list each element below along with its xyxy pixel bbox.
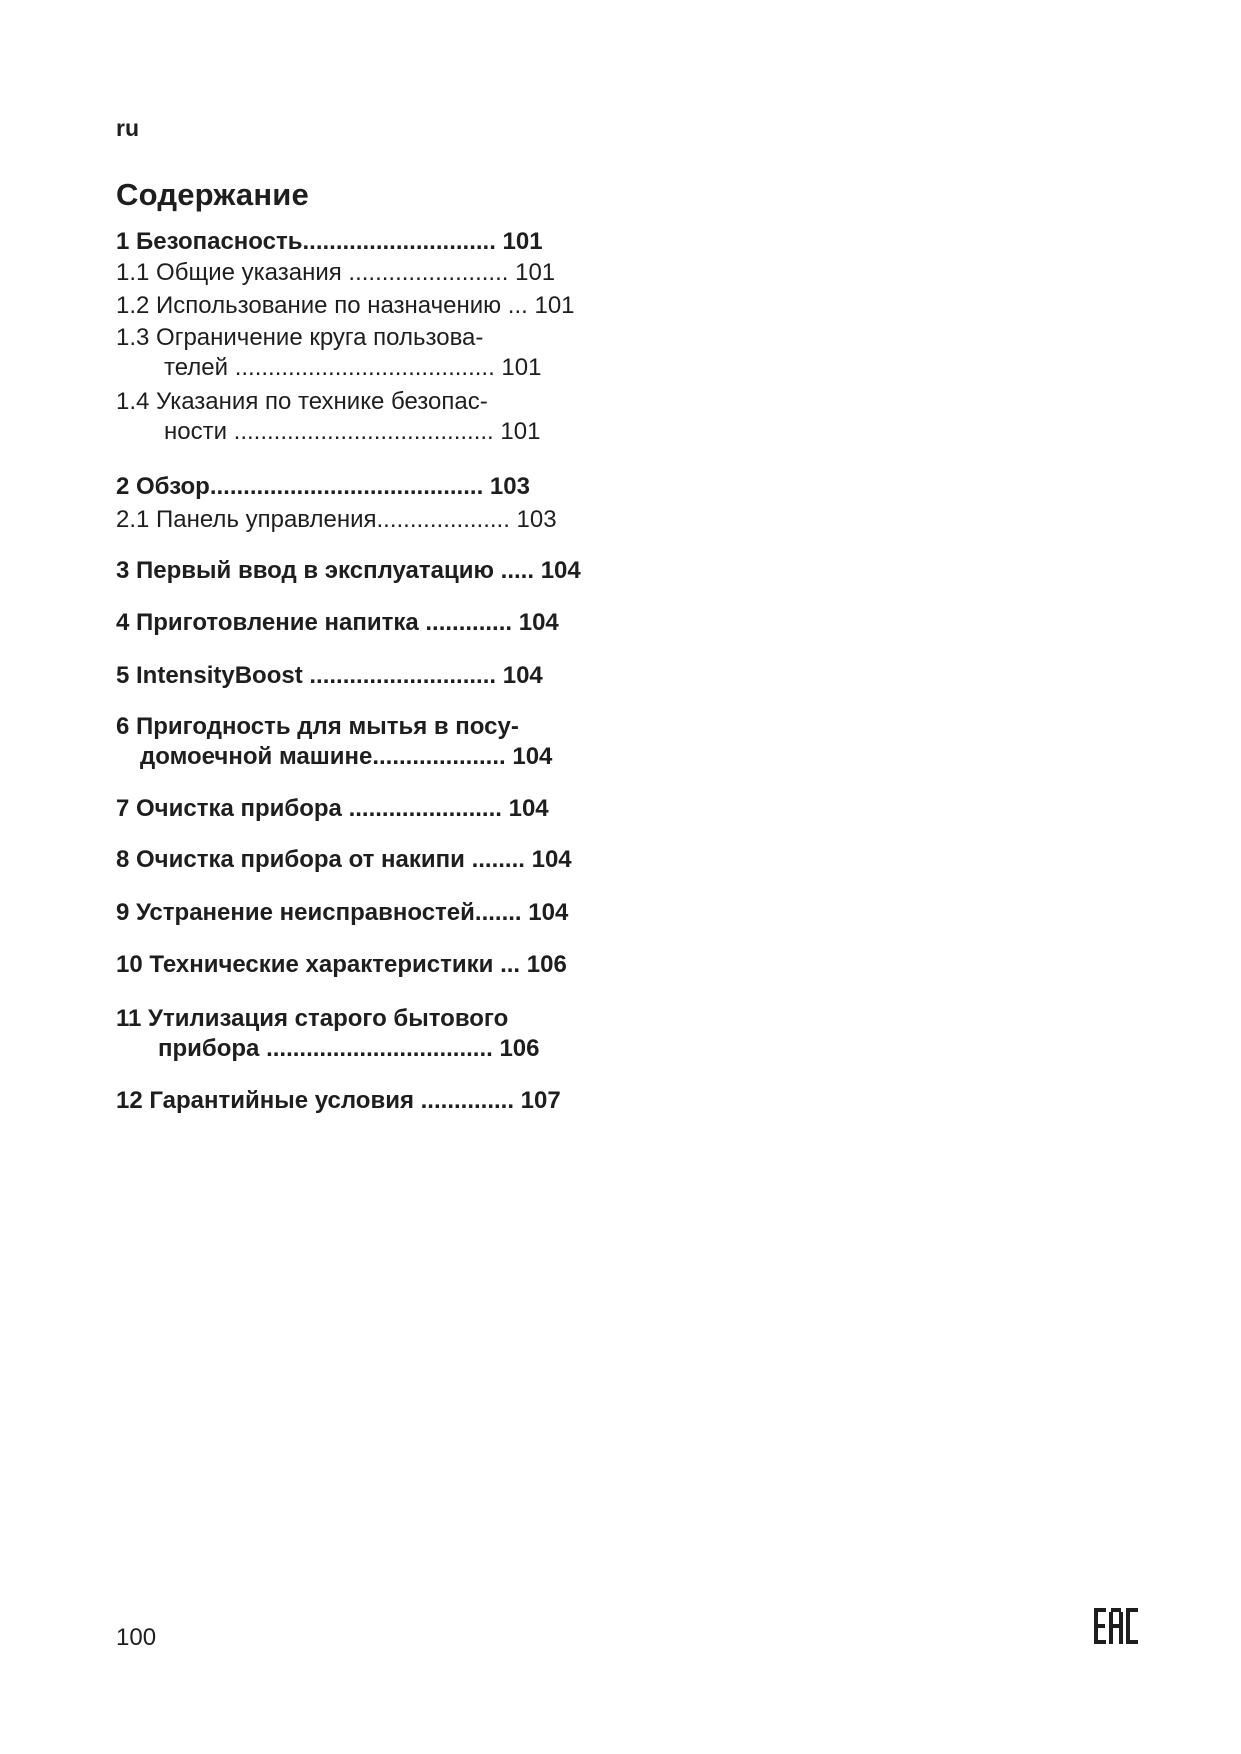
- toc-entry-9[interactable]: [116, 898, 568, 928]
- toc-entry-text: 1 Безопасность............................. 101: [116, 228, 543, 255]
- toc-entry-text: 7 Очистка прибора ....................... 104: [116, 795, 549, 822]
- toc-entry-text: 5 IntensityBoost ............................ 104: [116, 662, 543, 689]
- toc-entry-10[interactable]: [116, 950, 567, 980]
- page-number: 100: [116, 1624, 157, 1651]
- toc-entry-1-4[interactable]: [116, 387, 540, 447]
- toc-entry-continuation: домоечной машине.................... 104: [140, 743, 553, 770]
- toc-entry-text: 11 Утилизация старого бытового: [116, 1005, 509, 1032]
- toc-entry-1[interactable]: [116, 227, 543, 257]
- toc-entry-11[interactable]: [116, 1004, 540, 1064]
- toc-entry-continuation: прибора .................................. 106: [158, 1035, 540, 1062]
- toc-entry-continuation: телей ....................................... 101: [164, 354, 542, 381]
- toc-entry-text: 9 Устранение неисправностей....... 104: [116, 899, 569, 926]
- eac-certification-mark-icon: [1094, 1608, 1138, 1644]
- language-code: ru: [116, 115, 139, 141]
- toc-entry-text: 10 Технические характеристики ... 106: [116, 951, 567, 978]
- toc-entry-text: 1.2 Использование по назначению ... 101: [116, 292, 575, 319]
- toc-entry-1-2[interactable]: [116, 291, 575, 321]
- toc-entry-1-1[interactable]: [116, 258, 555, 288]
- toc-entry-5[interactable]: [116, 661, 543, 691]
- toc-entry-text: 1.1 Общие указания ........................ 101: [116, 259, 556, 286]
- toc-entry-1-3[interactable]: [116, 323, 541, 383]
- toc-entry-text: 1.3 Ограничение круга пользова-: [116, 324, 484, 351]
- page-title: Содержание: [116, 177, 309, 212]
- toc-entry-3[interactable]: [116, 556, 581, 586]
- toc-entry-4[interactable]: [116, 608, 559, 638]
- toc-entry-text: 3 Первый ввод в эксплуатацию ..... 104: [116, 557, 581, 584]
- toc-entry-text: 2.1 Панель управления.................... 103: [116, 506, 557, 533]
- toc-entry-6[interactable]: [116, 712, 552, 772]
- toc-entry-2[interactable]: [116, 472, 530, 502]
- toc-entry-text: 8 Очистка прибора от накипи ........ 104: [116, 846, 572, 873]
- toc-entry-text: 2 Обзор......................................... 103: [116, 473, 530, 500]
- toc-entry-2-1[interactable]: [116, 505, 557, 535]
- toc-entry-8[interactable]: [116, 845, 572, 875]
- toc-entry-12[interactable]: [116, 1086, 561, 1116]
- toc-entry-text: 6 Пригодность для мытья в посу-: [116, 713, 519, 740]
- toc-entry-text: 4 Приготовление напитка ............. 104: [116, 609, 559, 636]
- toc-entry-text: 12 Гарантийные условия .............. 107: [116, 1087, 561, 1114]
- toc-entry-text: 1.4 Указания по технике безопас-: [116, 388, 488, 415]
- toc-entry-continuation: ности ....................................... 101: [164, 418, 541, 445]
- toc-entry-7[interactable]: [116, 794, 549, 824]
